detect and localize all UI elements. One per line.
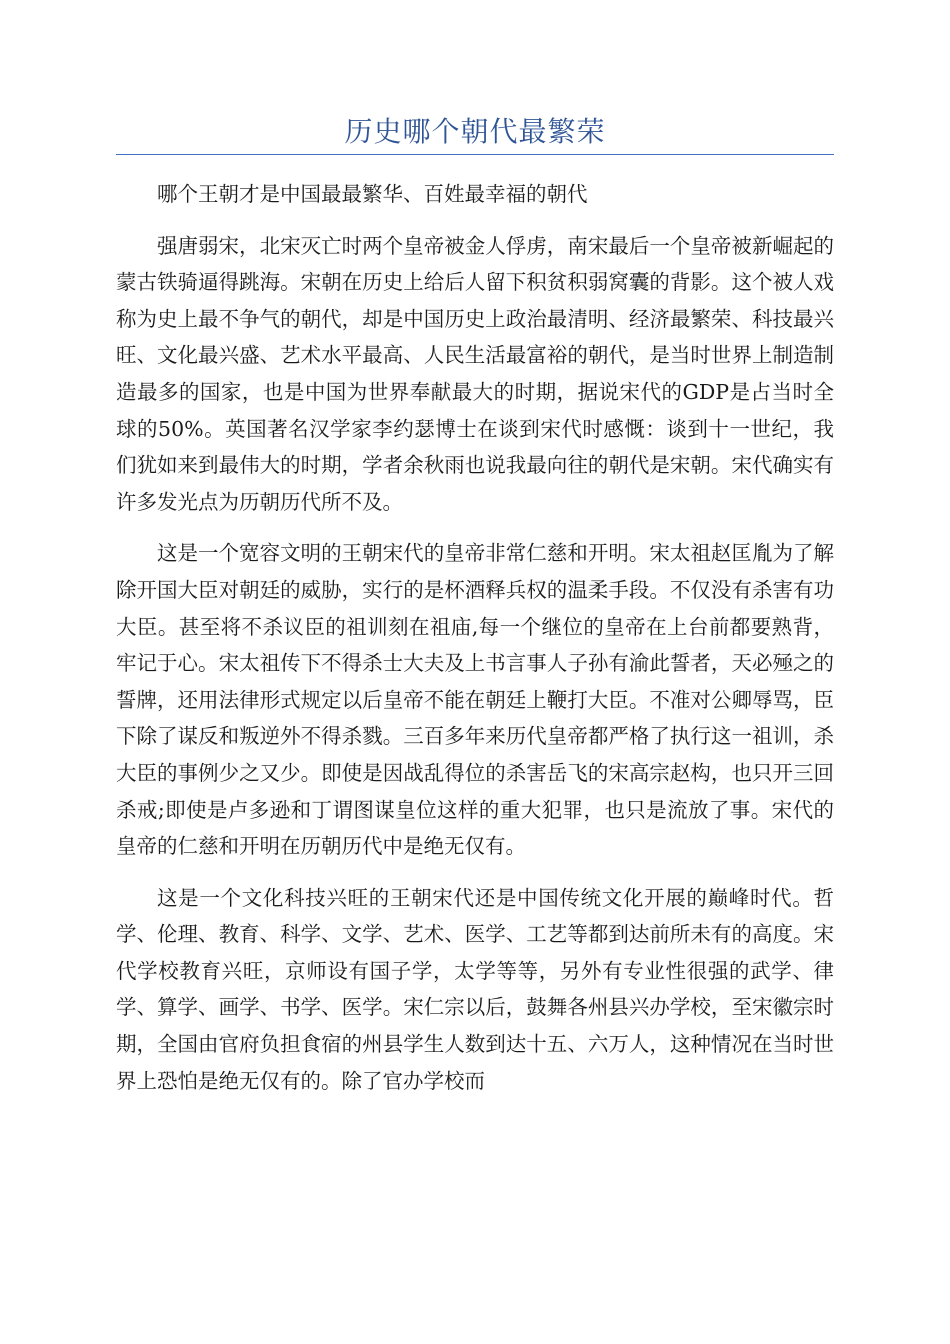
body-paragraph: 这是一个宽容文明的王朝宋代的皇帝非常仁慈和开明。宋太祖赵匡胤为了解除开国大臣对朝廷的威胁，实行的是杯酒释兵权的温柔手段。不仅没有杀害有功大臣。甚至将不杀议臣的祖训刻在祖庙,每一个继位的皇帝在上台前都要熟背，牢记于心。宋太祖传下不得杀士大夫及上书言事人子孙有渝此誓者，天必殛之的誓牌，还用法律形式规定以后皇帝不能在朝廷上鞭打大臣。不准对公卿辱骂，臣下除了谋反和叛逆外不得杀戮。三百多年来历代皇帝都严格了执行这一祖训，杀大臣的事例少之又少。即使是因战乱得位的杀害岳飞的宋高宗赵构，也只开三回杀戒;即使是卢多逊和丁谓图谋皇位这样的重大犯罪，也只是流放了事。宋代的皇帝的仁慈和开明在历朝历代中是绝无仅有。 bbox=[116, 541, 834, 859]
body-paragraph: 这是一个文化科技兴旺的王朝宋代还是中国传统文化开展的巅峰时代。哲学、伦理、教育、科学、文学、艺术、医学、工艺等都到达前所未有的高度。宋代学校教育兴旺，京师设有国子学，太学等等，另外有专业性很强的武学、律学、算学、画学、书学、医学。宋仁宗以后，鼓舞各州县兴办学校，至宋徽宗时期，全国由官府负担食宿的州县学生人数到达十五、六万人，这种情况在当时世界上恐怕是绝无仅有的。除了官办学校而 bbox=[116, 885, 834, 1093]
subtitle-paragraph: 哪个王朝才是中国最最繁华、百姓最幸福的朝代 bbox=[157, 182, 588, 206]
body-paragraph: 强唐弱宋，北宋灭亡时两个皇帝被金人俘虏，南宋最后一个皇帝被新崛起的蒙古铁骑逼得跳海。宋朝在历史上给后人留下积贫积弱窝囊的背影。这个被人戏称为史上最不争气的朝代，却是中国历史上政治最清明、经济最繁荣、科技最兴旺、文化最兴盛、艺术水平最高、人民生活最富裕的朝代，是当时世界上制造制造最多的国家，也是中国为世界奉献最大的时期，据说宋代的GDP是占当时全球的50%。英国著名汉学家李约瑟博士在谈到宋代时感慨：谈到十一世纪，我们犹如来到最伟大的时期，学者余秋雨也说我最向往的朝代是宋朝。宋代确实有许多发光点为历朝历代所不及。 bbox=[116, 233, 834, 514]
document-title: 历史哪个朝代最繁荣 bbox=[344, 115, 606, 148]
title-underline bbox=[116, 154, 834, 155]
document-body bbox=[116, 176, 834, 1114]
